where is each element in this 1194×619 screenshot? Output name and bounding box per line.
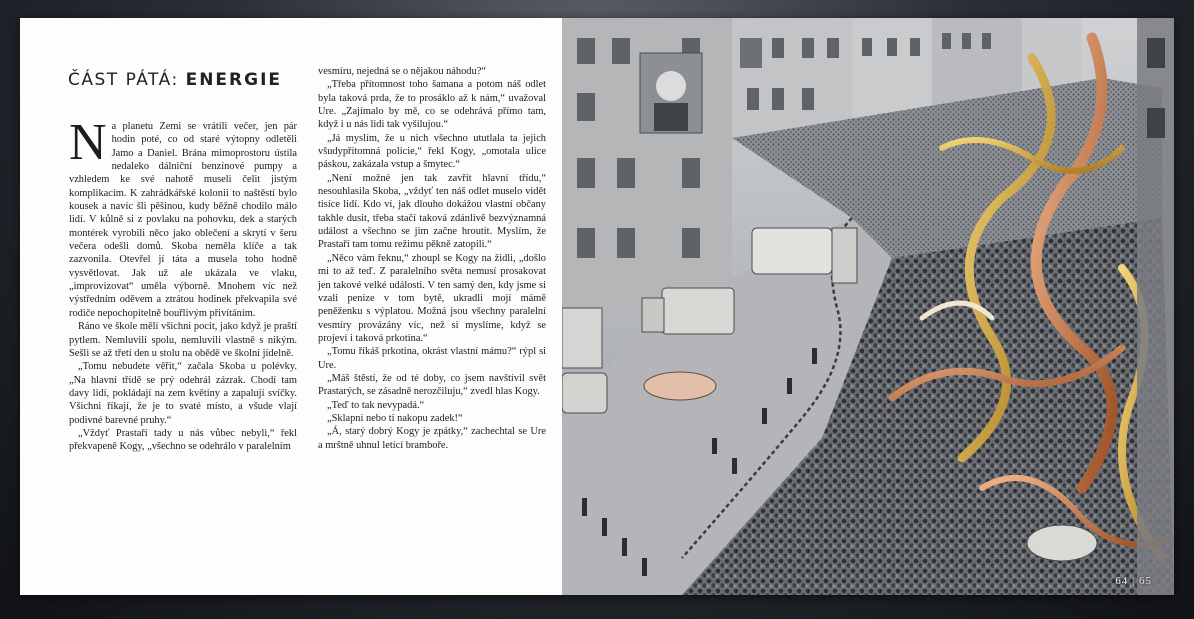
paragraph: „Máš štěstí, že od té doby, co jsem navštívil svět Prastarých, se zásadně nerozčiluju,“ zvedl hlas Kogy.	[318, 372, 546, 398]
paragraph: „Vždyť Prastaří tady u nás vůbec nebyli,“ řekl překvapeně Kogy, „všechno se odehrálo v paralelním	[69, 427, 297, 453]
paragraph: „Teď to tak nevypadá.“	[327, 399, 425, 411]
paragraph: a planetu Zemi se vrátili večer, jen pár hodin poté, co od staré výtopny odletěli Jamo a Daniel. Brána mimoprostoru ústila nedaleko dálniční benzínové pumpy a vzhledem ke své nahotě museli čelit jistým komplikacím. K zahrádkářské kolonii to naštěstí bylo kousek a navíc šli pěšinou, kudy běžně chodilo málo lidí. V kůlně si z povlaku na pohovku, dek a starých montérek vyrobili něco jako oblečení a skrytí v šeru večera odešli domů. Skoba neměla klíče a tak zazvonila. Otevřel jí táta a musela toho hodně vysvětlovat. Jak už ale ukázala ve vlaku, „improvizovat“ uměla výborně. Mnohem víc než výstředním oděvem a ztrátou hodinek překvapila své rodiče nepochopitelně bouřlivým přivítáním.	[69, 121, 297, 319]
paragraph: „Já myslím, že u nich všechno ututlala ta jejich všudypřítomná policie,“ řekl Kogy, „omotala ulice páskou, zakázala vstup a šmytec.“	[318, 132, 546, 171]
paragraph: Ráno ve škole měli všichni pocit, jako když je praští pytlem. Nemluvili spolu, nemluvili vlastně s nikým. Sešli se až třetí den u stolu na obědě ve školní jídelně.	[69, 321, 297, 359]
text-column-2	[318, 65, 546, 452]
paragraph: „Není možné jen tak zavřít hlavní třídu,“ nesouhlasila Skoba, „vždyť ten náš odlet muselo vidět tisíce lidí. Kdo ví, jak dlouho dokážou vlastní občany takhle dusit, třeba stačí taková zdánlivě bezvýznamná událost a všechno se jim začne hroutit. Myslím, že Prastaří tam tomu režimu pěkně zatopili.“	[318, 172, 546, 251]
chapter-heading	[68, 70, 282, 90]
paragraph: „Tomu říkáš prkotina, okrást vlastní mámu?“ rýpl si Ure.	[318, 346, 546, 371]
drop-cap: N	[69, 114, 107, 171]
book-spread	[20, 18, 1174, 595]
paragraph: „Tomu nebudete věřit,“ začala Skoba u polévky. „Na hlavní třídě se prý odehrál zázrak. Chodí tam davy lidí, pokládají na zem květiny a zapalují svíčky. Všichni říkají, že je to svaté místo, a všude vlají podivné barevné pruhy.“	[69, 361, 297, 426]
chapter-title: ENERGIE	[185, 70, 283, 90]
paragraph: „Á, starý dobrý Kogy je zpátky,“ zachechtal se Ure a mrštně uhnul letící bramboře.	[318, 426, 546, 451]
page-numbers: 64 | 65	[1115, 575, 1152, 587]
paragraph: „Třeba přítomnost toho šamana a potom náš odlet byla taková prda, že to prosáklo až k nám,“ uvažoval Ure. „Zajímalo by mě, co se odehrává přímo tam, když i u nás lidi tak vyšilujou.“	[318, 79, 546, 131]
right-page-illustration	[562, 18, 1174, 595]
text-column-1	[69, 114, 297, 454]
left-page	[20, 18, 562, 595]
paragraph: vesmíru, nejedná se o nějakou náhodu?“	[318, 66, 486, 77]
paragraph: „Sklapni nebo ti nakopu zadek!“	[327, 412, 463, 424]
crowd-with-ribbons-illustration	[562, 18, 1174, 595]
paragraph: „Něco vám řeknu,“ zhoupl se Kogy na židli, „došlo mi to až teď. Z paralelního světa nemusí prosakovat jen takové velké události. V ten samý den, kdy jsme si vzali peníze v tom bytě, ukradli mojí mámě peněženku s výplatou. Možná jsou všechny paralelní vesmíry provázány víc, než si myslíme, když se projeví i taková prkotina.“	[318, 252, 546, 344]
chapter-prefix: ČÁST PÁTÁ:	[68, 70, 179, 90]
